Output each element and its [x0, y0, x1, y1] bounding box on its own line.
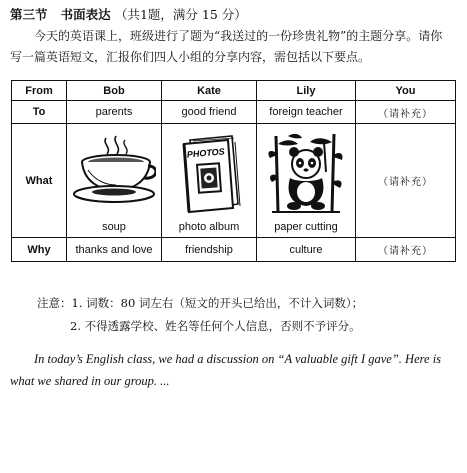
cell-why-bob: thanks and love	[67, 238, 162, 262]
cell-why-you: （请补充）	[356, 238, 456, 262]
header-bob: Bob	[67, 81, 162, 101]
writing-notes	[37, 292, 363, 338]
notes-label: 注意：	[37, 296, 72, 310]
header-you: You	[356, 81, 456, 101]
table-row-to	[12, 101, 456, 124]
note-item-2: 2. 不得透露学校、姓名等任何个人信息，否则不予评分。	[70, 319, 361, 333]
caption-soup: soup	[102, 221, 126, 233]
photo-album-icon	[176, 132, 242, 216]
cell-to-lily: foreign teacher	[257, 101, 356, 124]
table-row-why	[12, 238, 456, 262]
cell-why-lily: culture	[257, 238, 356, 262]
row-label-what: What	[12, 124, 67, 238]
gift-info-table	[11, 80, 456, 262]
section-heading	[10, 5, 247, 23]
essay-opening: In today’s English class, we had a discussion on “A valuable gift I gave”. Here is what we shared in our group. ...	[10, 352, 442, 388]
cell-to-bob: parents	[67, 101, 162, 124]
header-from: From	[12, 81, 67, 101]
header-kate: Kate	[162, 81, 257, 101]
table-header-row	[12, 81, 456, 101]
section-name: 书面表达	[60, 7, 111, 22]
cell-what-bob	[67, 124, 162, 238]
task-prompt: 今天的英语课上，班级进行了题为“我送过的一份珍贵礼物”的主题分享。请你写一篇英语短文，汇报你们四人小组的分享内容，需包括以下要点。	[10, 29, 443, 64]
cell-what-you: （请补充）	[356, 124, 456, 238]
header-lily: Lily	[257, 81, 356, 101]
row-label-to: To	[12, 101, 67, 124]
cell-why-kate: friendship	[162, 238, 257, 262]
panda-paper-cutting-icon	[268, 132, 344, 216]
cell-what-kate	[162, 124, 257, 238]
note-item-1: 1. 词数：80 词左右（短文的开头已给出，不计入词数）；	[71, 296, 364, 310]
section-label: 第三节	[10, 7, 48, 22]
note-line-1	[37, 292, 363, 315]
section-detail: （共1题，满分 15 分）	[114, 7, 247, 22]
caption-paper-cutting: paper cutting	[274, 221, 338, 233]
note-line-2	[37, 315, 363, 338]
caption-photo-album: photo album	[178, 221, 240, 233]
soup-bowl-icon	[72, 132, 156, 208]
row-label-why: Why	[12, 238, 67, 262]
album-cover-title: PHOTOS	[186, 146, 226, 160]
cell-what-lily	[257, 124, 356, 238]
table-row-what	[12, 124, 456, 238]
cell-to-kate: good friend	[162, 101, 257, 124]
cell-to-you: （请补充）	[356, 101, 456, 124]
